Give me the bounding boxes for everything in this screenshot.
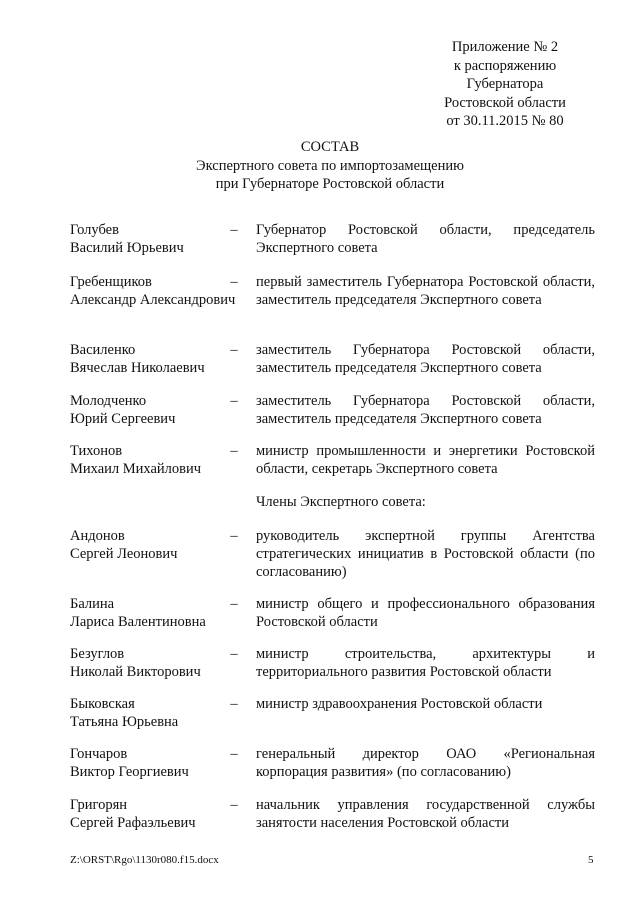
- person-surname: Гребенщиков: [70, 274, 152, 290]
- person-given-name: Вячеслав Николаевич: [70, 359, 205, 376]
- person-surname: Голубев: [70, 222, 119, 238]
- person-given-name: Сергей Леонович: [70, 545, 178, 562]
- person-name: [70, 797, 240, 833]
- separator-dash: –: [230, 274, 238, 290]
- separator-dash: –: [230, 222, 238, 238]
- person-role: министр здравоохранения Ростовской области: [256, 696, 543, 712]
- separator-dash: –: [230, 646, 238, 662]
- document-title: [120, 138, 540, 194]
- person-role: министр общего и профессионального образования Ростовской области: [256, 596, 595, 630]
- person-name: [70, 342, 240, 378]
- person-name: [70, 274, 240, 310]
- separator-dash: –: [230, 596, 238, 612]
- person-given-name: Татьяна Юрьевна: [70, 713, 179, 730]
- person-surname: Молодченко: [70, 393, 147, 409]
- person-name: [70, 596, 240, 632]
- separator-dash: –: [230, 696, 238, 712]
- person-given-name: Николай Викторович: [70, 663, 201, 680]
- person-surname: Гончаров: [70, 746, 128, 762]
- appendix-line: Губернатора: [466, 76, 544, 93]
- person-given-name: Сергей Рафаэльевич: [70, 814, 196, 831]
- appendix-line: от 30.11.2015 № 80: [446, 113, 564, 130]
- person-given-name: Лариса Валентиновна: [70, 613, 206, 630]
- person-surname: Безуглов: [70, 646, 125, 662]
- person-given-name: Юрий Сергеевич: [70, 410, 176, 427]
- person-role: Губернатор Ростовской области, председатель Экспертного совета: [256, 222, 595, 256]
- person-name: [70, 222, 240, 258]
- person-name: [70, 393, 240, 429]
- person-role: руководитель экспертной группы Агентства стратегических инициатив в Ростовской области (по согласованию): [256, 528, 595, 580]
- person-role: министр промышленности и энергетики Ростовской области, секретарь Экспертного совета: [256, 443, 595, 477]
- person-role: заместитель Губернатора Ростовской области, заместитель председателя Экспертного совета: [256, 342, 595, 376]
- separator-dash: –: [230, 528, 238, 544]
- person-given-name: Александр Александрович: [70, 291, 236, 308]
- person-surname: Андонов: [70, 528, 125, 544]
- separator-dash: –: [230, 443, 238, 459]
- appendix-header: [420, 38, 590, 131]
- person-surname: Григорян: [70, 797, 127, 813]
- appendix-line: Приложение № 2: [451, 39, 559, 55]
- person-role: заместитель Губернатора Ростовской области, заместитель председателя Экспертного совета: [256, 393, 595, 427]
- separator-dash: –: [230, 797, 238, 813]
- person-given-name: Михаил Михайлович: [70, 460, 202, 477]
- person-role: генеральный директор ОАО «Региональная корпорация развития» (по согласованию): [256, 746, 595, 780]
- person-name: [70, 646, 240, 682]
- page-number: 5: [588, 854, 594, 866]
- person-name: [70, 746, 240, 782]
- person-surname: Тихонов: [70, 443, 123, 459]
- appendix-line: Ростовской области: [444, 94, 566, 111]
- title-heading: СОСТАВ: [300, 139, 360, 155]
- title-line: при Губернаторе Ростовской области: [215, 176, 445, 193]
- person-role: первый заместитель Губернатора Ростовской области, заместитель председателя Экспертного совета: [256, 274, 595, 308]
- person-surname: Василенко: [70, 342, 136, 358]
- appendix-line: к распоряжению: [453, 57, 557, 74]
- person-role: начальник управления государственной службы занятости населения Ростовской области: [256, 797, 595, 831]
- separator-dash: –: [230, 393, 238, 409]
- person-given-name: Виктор Георгиевич: [70, 763, 189, 780]
- person-surname: Балина: [70, 596, 115, 612]
- person-surname: Быковская: [70, 696, 135, 712]
- footer-file-path: Z:\ORST\Rgo\1130r080.f15.docx: [70, 854, 219, 866]
- title-line: Экспертного совета по импортозамещению: [196, 157, 464, 174]
- person-name: [70, 443, 240, 479]
- members-heading: Члены Экспертного совета:: [256, 494, 426, 510]
- separator-dash: –: [230, 342, 238, 358]
- person-role: министр строительства, архитектуры и территориального развития Ростовской области: [256, 646, 595, 680]
- separator-dash: –: [230, 746, 238, 762]
- person-given-name: Василий Юрьевич: [70, 239, 184, 256]
- person-name: [70, 528, 240, 564]
- person-name: [70, 696, 240, 732]
